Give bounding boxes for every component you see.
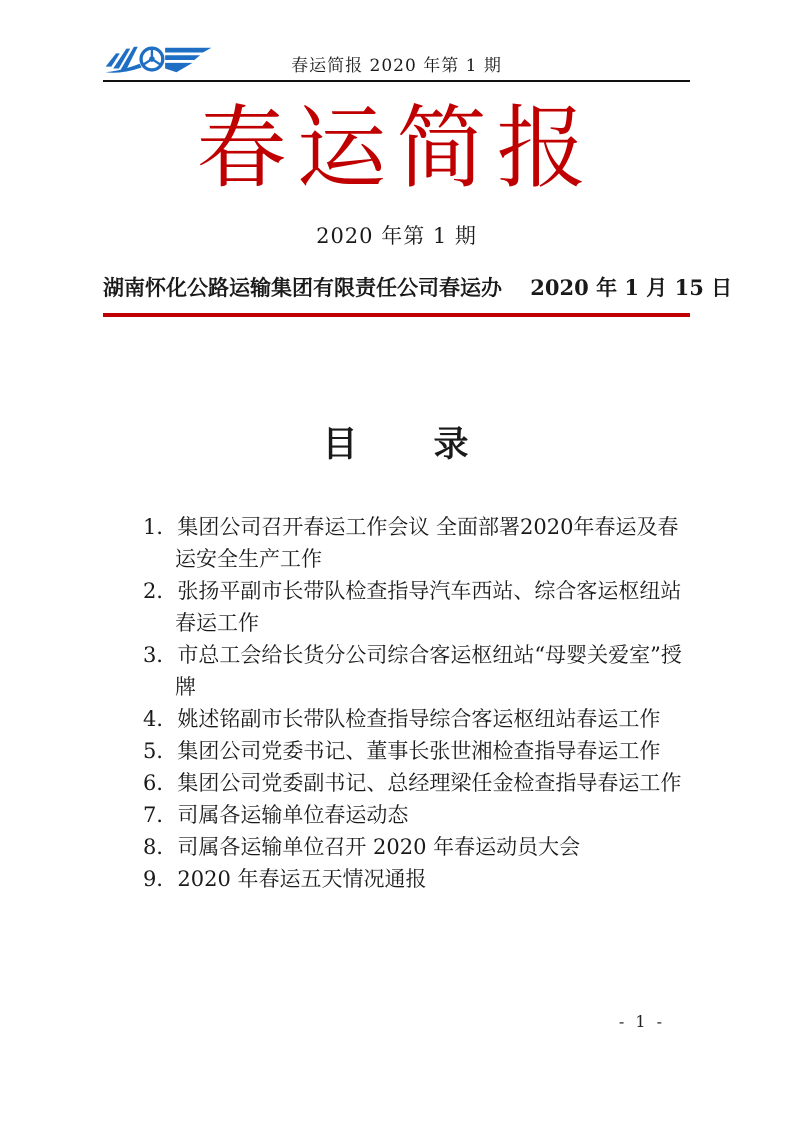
toc-item-text: 姚述铭副市长带队检查指导综合客运枢纽站春运工作	[177, 706, 661, 731]
toc-item-number: 2．	[143, 578, 178, 603]
toc-item	[143, 703, 690, 735]
toc-item-text: 2020 年春运五天情况通报	[177, 866, 427, 891]
toc-item	[143, 639, 690, 703]
toc-item-number: 9．	[143, 866, 178, 891]
toc-item-number: 6．	[143, 770, 178, 795]
publisher-date-line: 湖南怀化公路运输集团有限责任公司春运办 2020 年 1 月 15 日	[103, 274, 733, 300]
toc-list	[103, 511, 690, 895]
toc-title: 目 录	[322, 423, 471, 465]
toc-item	[143, 863, 690, 895]
issue-number: 2020 年第 1 期	[316, 223, 477, 248]
bulletin-title: 春运简报	[196, 96, 597, 201]
toc-item-number: 1．	[143, 514, 178, 539]
toc-item-text: 司属各运输单位召开 2020 年春运动员大会	[177, 834, 581, 859]
page-header	[103, 42, 690, 82]
toc-item-text: 集团公司党委书记、董事长张世湘检查指导春运工作	[177, 738, 661, 763]
toc-item-number: 7．	[143, 802, 178, 827]
toc-item	[143, 767, 690, 799]
red-divider-rule	[103, 313, 690, 317]
toc-item-text: 司属各运输单位春运动态	[177, 802, 409, 827]
toc-item-number: 8．	[143, 834, 178, 859]
toc-item-number: 3．	[143, 642, 178, 667]
toc-item	[143, 799, 690, 831]
toc-item	[143, 511, 690, 575]
toc-item	[143, 735, 690, 767]
toc-item-number: 5．	[143, 738, 178, 763]
toc-item-text: 集团公司党委副书记、总经理梁任金检查指导春运工作	[177, 770, 682, 795]
toc-item	[143, 831, 690, 863]
toc-item-text: 集团公司召开春运工作会议 全面部署2020年春运及春运安全生产工作	[175, 514, 679, 571]
toc-item-text: 张扬平副市长带队检查指导汽车西站、综合客运枢纽站春运工作	[175, 578, 682, 635]
toc-item	[143, 575, 690, 639]
toc-item-number: 4．	[143, 706, 178, 731]
toc-item-text: 市总工会给长货分公司综合客运枢纽站“母婴关爱室”授牌	[175, 642, 682, 699]
header-running-title: 春运简报 2020 年第 1 期	[291, 56, 502, 76]
page-number: - 1 -	[618, 1012, 665, 1031]
